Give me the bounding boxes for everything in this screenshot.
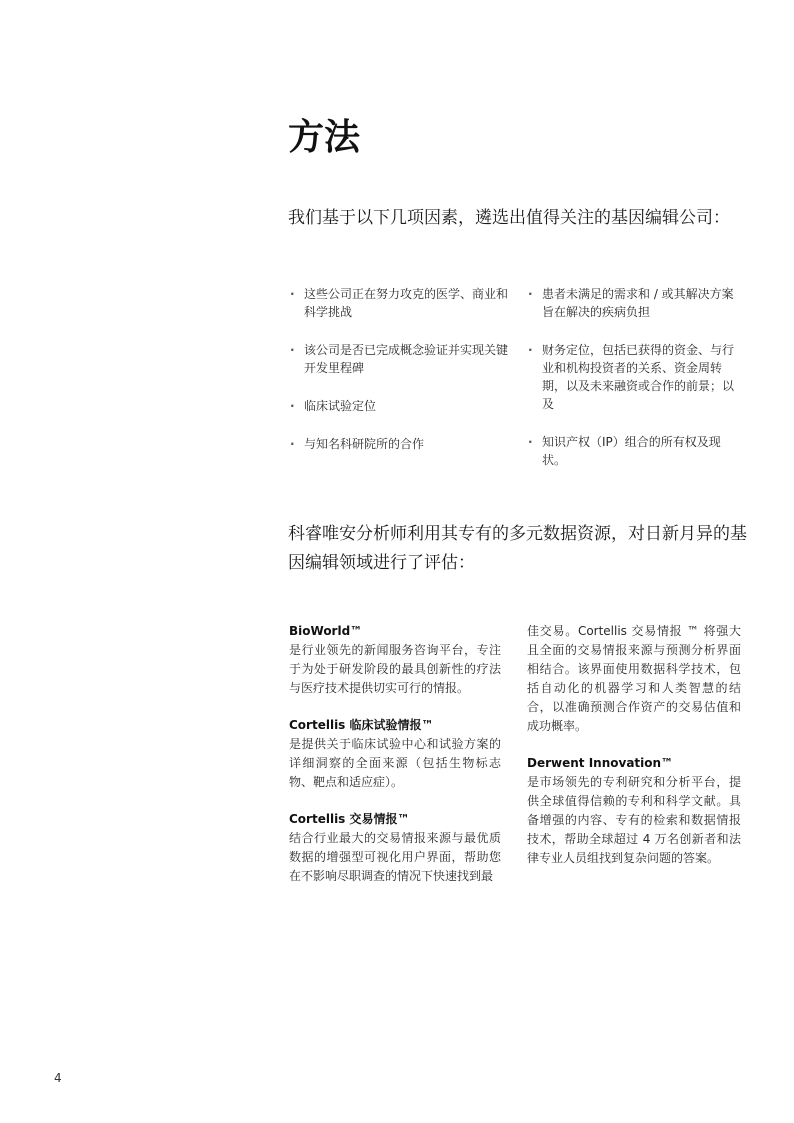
source-description: 结合行业最大的交易情报来源与最优质数据的增强型可视化用户界面，帮助您在不影响尽职调查的情况下快速找到最 [289,831,501,883]
sources-column-right [527,622,741,886]
source-title: Cortellis 交易情报™ [289,812,410,826]
source-title: BioWorld™ [289,624,363,638]
list-item: · 这些公司正在努力攻克的医学、商业和科学挑战 [290,285,508,321]
source-description: 佳交易。Cortellis 交易情报 ™ 将强大且全面的交易情报来源与预测分析界面相结合。该界面使用数据科学技术，包括自动化的机器学习和人类智慧的结合，以准确预测合作资产的交易估值和成功概率。 [527,624,741,733]
list-item: · 临床试验定位 [290,397,508,415]
criteria-list-left [290,285,508,473]
list-item: · 财务定位，包括已获得的资金、与行业和机构投资者的关系、资金周转期，以及未来融资或合作的前景；以及 [528,341,742,413]
source-cortellis-deals-continued [527,622,741,736]
sources-intro: 科睿唯安分析师利用其专有的多元数据资源，对日新月异的基因编辑领域进行了评估： [288,524,747,573]
list-item: · 知识产权（IP）组合的所有权及现状。 [528,433,742,469]
list-item: · 该公司是否已完成概念验证并实现关键开发里程碑 [290,341,508,377]
sources-column-left [289,622,501,904]
source-cortellis-trials [289,716,501,792]
source-derwent-innovation [527,754,741,868]
source-description: 是行业领先的新闻服务咨询平台，专注于为处于研发阶段的最具创新性的疗法与医疗技术提供切实可行的情报。 [289,643,501,695]
source-title: Derwent Innovation™ [527,756,674,770]
page-number: 4 [54,1071,62,1085]
source-description: 是市场领先的专利研究和分析平台，提供全球值得信赖的专利和科学文献。具备增强的内容、专有的检索和数据情报技术，帮助全球超过 4 万名创新者和法律专业人员组找到复杂问题的答案。 [527,775,741,865]
source-title: Cortellis 临床试验情报™ [289,718,434,732]
source-description: 是提供关于临床试验中心和试验方案的详细洞察的全面来源（包括生物标志物、靶点和适应症）。 [289,737,501,789]
criteria-intro: 我们基于以下几项因素，遴选出值得关注的基因编辑公司： [288,208,730,228]
source-bioworld [289,622,501,698]
page-title: 方法 [288,117,361,158]
list-item: · 患者未满足的需求和 / 或其解决方案旨在解决的疾病负担 [528,285,742,321]
criteria-list-right [528,285,742,489]
source-cortellis-deals [289,810,501,886]
list-item: · 与知名科研院所的合作 [290,435,508,453]
